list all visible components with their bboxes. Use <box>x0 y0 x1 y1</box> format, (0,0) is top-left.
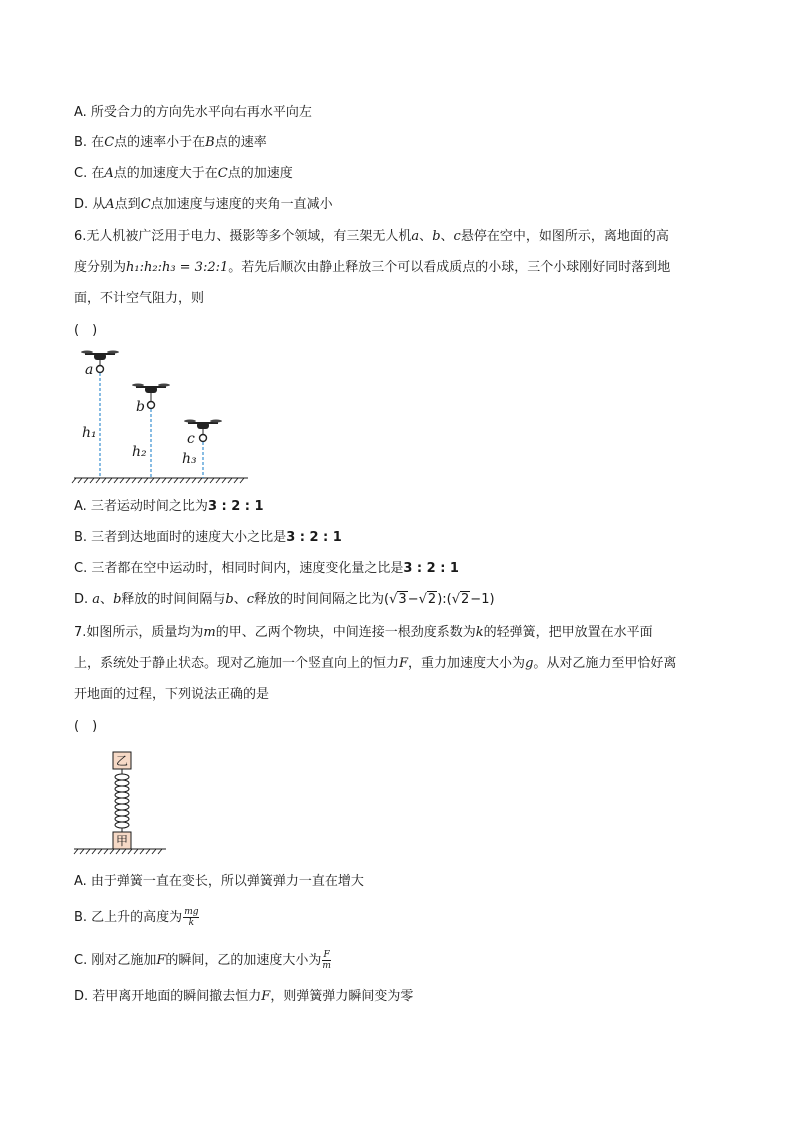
q6-option-c: C. 三者都在空中运动时，相同时间内，速度变化量之比是3 : 2 : 1 <box>74 561 459 576</box>
ground-hatching <box>72 478 248 483</box>
q5-option-c: C. 在A点的加速度大于在C点的加速度 <box>74 166 293 181</box>
q6-stem-line-2: 度分别为h₁:h₂:h₃ = 3:2:1。若先后顺次由静止释放三个可以看成质点的小球，三个小球刚好同时落到地 <box>74 260 671 275</box>
q6-stem-line-3: 面，不计空气阻力，则 <box>74 291 205 306</box>
drone-b <box>132 384 170 479</box>
fraction-mg-over-k: $\frac{mg}{k}$ <box>184 907 199 928</box>
q7-option-d: D. 若甲离开地面的瞬间撤去恒力F，则弹簧弹力瞬间变为零 <box>74 989 414 1004</box>
q6-drone-figure <box>70 345 270 495</box>
label-b: b <box>136 399 145 415</box>
q7-stem-line-2: 上，系统处于静止状态。现对乙施加一个竖直向上的恒力F，重力加速度大小为g。从对乙施力至甲恰好离 <box>74 656 677 671</box>
label-h1: h₁ <box>82 425 97 441</box>
ground-hatching <box>74 849 166 854</box>
q5-option-b: B. 在C点的速率小于在B点的速率 <box>74 135 267 150</box>
q7-option-a: A. 由于弹簧一直在变长，所以弹簧弹力一直在增大 <box>74 874 364 889</box>
svg-text:甲: 甲 <box>115 834 129 848</box>
fraction-F-over-m: $\frac{F}{m}$ <box>322 950 331 971</box>
drone-a <box>81 351 119 479</box>
q5-option-a: A. 所受合力的方向先水平向右再水平向左 <box>74 105 312 120</box>
drone-c <box>182 420 222 479</box>
q6-answer-blank: ( ) <box>74 323 98 338</box>
q7-stem-line-1: 7.如图所示，质量均为m的甲、乙两个物块，中间连接一根劲度系数为k的轻弹簧，把甲放置在水平面 <box>74 625 653 640</box>
svg-text:乙: 乙 <box>115 754 129 768</box>
q6-option-a: A. 三者运动时间之比为3 : 2 : 1 <box>74 499 264 514</box>
spring <box>115 769 129 832</box>
label-a: a <box>85 362 94 378</box>
q7-option-c: C. 刚对乙施加F的瞬间，乙的加速度大小为 $\frac{F}{m}$ <box>74 950 331 971</box>
q7-option-b: B. 乙上升的高度为 $\frac{mg}{k}$ <box>74 907 199 928</box>
label-c: c <box>187 431 195 447</box>
label-h2: h₂ <box>132 444 147 460</box>
label-h3: h₃ <box>182 451 197 467</box>
q6-stem-line-1: 6.无人机被广泛用于电力、摄影等多个领域，有三架无人机a、b、c悬停在空中，如图所示，离地面的高 <box>74 229 669 244</box>
q6-option-d: D. a、b释放的时间间隔与b、c释放的时间间隔之比为(√3−√2):(√2−1) <box>74 592 495 607</box>
radical-expression: (√3−√2):(√2−1) <box>384 592 495 607</box>
q6-option-b: B. 三者到达地面时的速度大小之比是3 : 2 : 1 <box>74 530 342 545</box>
q5-option-d: D. 从A点到C点加速度与速度的夹角一直减小 <box>74 197 333 212</box>
q7-stem-line-3: 开地面的过程，下列说法正确的是 <box>74 687 270 702</box>
q7-spring-figure <box>70 748 180 858</box>
q7-answer-blank: ( ) <box>74 719 98 734</box>
